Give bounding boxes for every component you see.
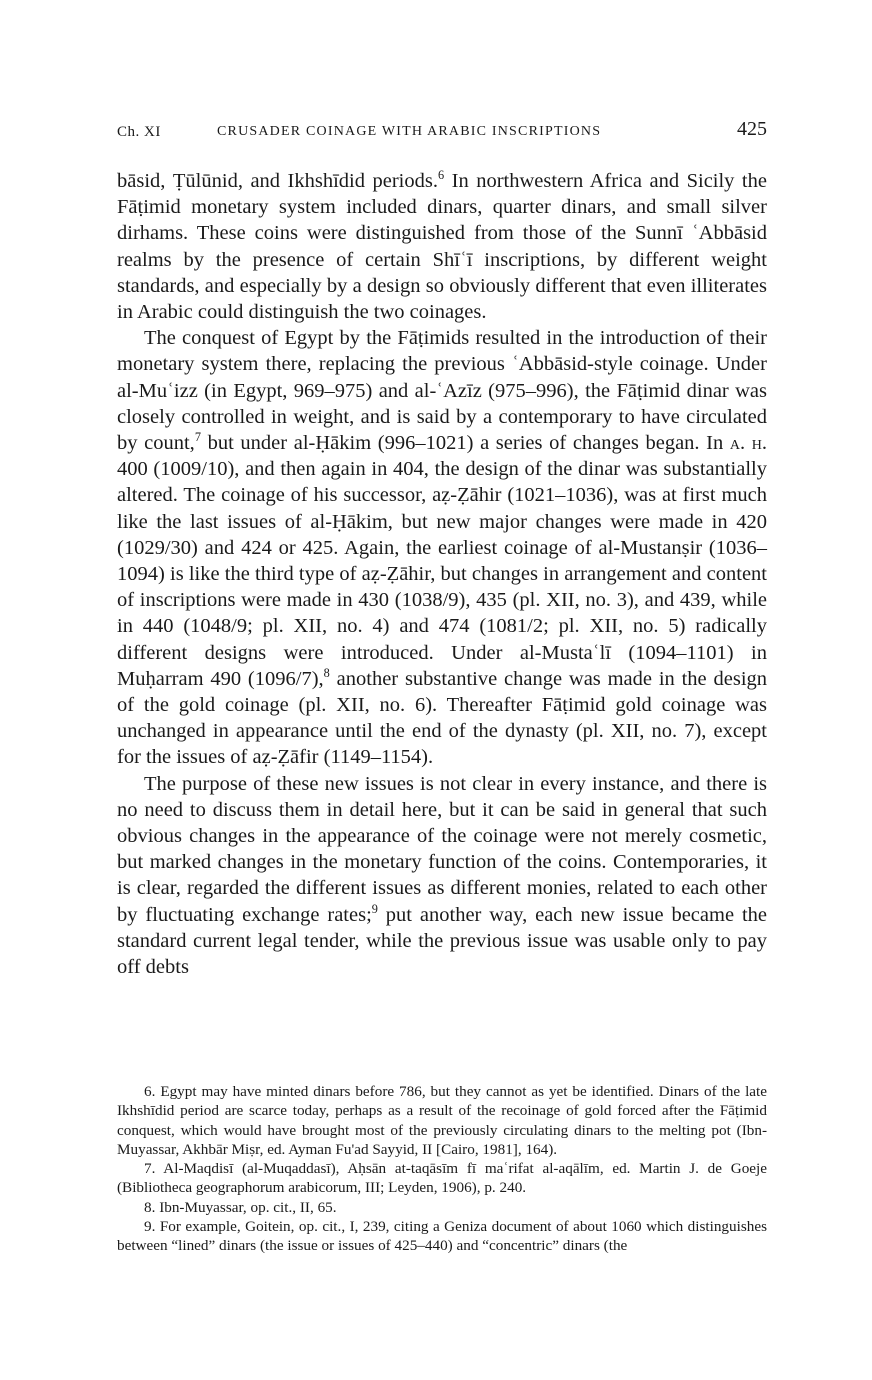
page-number: 425 bbox=[737, 118, 767, 140]
main-text bbox=[117, 168, 767, 980]
paragraph-1-text-b: In northwestern Africa and Sicily the Fāṭimid monetary system included dinars, quarter dinars, and small silver dirhams. These coins were distinguished from those of the Sunnī ʿAbbāsid realms by the presence of certain Shīʿī inscriptions, by different weight standards, and especially by a design so obviously different that even illiterates in Arabic could distinguish the two coinages. bbox=[117, 170, 767, 324]
paragraph-2-text-b: but under al-Ḥākim (996–1021) a series of changes began. In bbox=[200, 432, 730, 455]
footnote-7: 7. Al-Maqdisī (al-Muqaddasī), Aḥsān at-taqāsīm fī maʿrifat al-aqālīm, ed. Martin J. de Goeje (Bibliotheca geographorum arabicorum, III; Leyden, 1906), p. 240. bbox=[117, 1160, 767, 1197]
paragraph-2-text-d: another substantive change was made in the design of the gold coinage (pl. XII, no. 6). Thereafter Fāṭimid gold coinage was unchanged in appearance until the end of the dynasty (pl. XII, no. 7), except for the issues of aẓ-Ẓāfir (1149–1154). bbox=[117, 667, 768, 769]
footnotes bbox=[117, 1082, 767, 1256]
running-head bbox=[117, 118, 767, 148]
footnote-6: 6. Egypt may have minted dinars before 786, but they cannot as yet be identified. Dinars of the late Ikhshīdid period are scarce today, perhaps as a result of the recoinage of gold forced after the Fāṭimid conquest, which would have brought most of the previously circulating dinars to the melting pot (Ibn-Muyassar, Akhbār Miṣr, ed. Ayman Fu'ad Sayyid, II [Cairo, 1981], 164). bbox=[117, 1083, 767, 1158]
paragraph-2-text-a: The conquest of Egypt by the Fāṭimids resulted in the introduction of their monetary system there, replacing the previous ʿAbbāsid-style coinage. Under al-Muʿizz (in Egypt, 969–975) and al-ʿAzīz (975–996), the Fāṭimid dinar was closely controlled in weight, and is said by a contemporary to have circulated by count, bbox=[117, 327, 767, 455]
paragraph-2-text-c: 400 (1009/10), and then again in 404, the design of the dinar was substantially altered. The coinage of his successor, aẓ-Ẓāhir (1021–1036), was at first much like the last issues of al-Ḥākim, but new major changes were made in 420 (1029/30) and 424 or 425. Again, the earliest coinage of al-Mustanṣir (1036–1094) is like the third type of aẓ-Ẓāhir, but changes in arrangement and content of inscriptions were made in 430 (1038/9), 435 (pl. XII, no. 3), and 439, while in 440 (1048/9; pl. XII, no. 4) and 474 (1081/2; pl. XII, no. 5) radically different designs were introduced. Under al-Mustaʿlī (1094–1101) in Muḥarram 490 (1096/7), bbox=[117, 458, 767, 690]
anno-hegirae: a. h. bbox=[729, 432, 767, 455]
paragraph-1-text-a: bāsid, Ṭūlūnid, and Ikhshīdid periods. bbox=[117, 170, 438, 192]
footnote-9: 9. For example, Goitein, op. cit., I, 239, citing a Geniza document of about 1060 which distinguishes between “lined” dinars (the issue or issues of 425–440) and “concentric” dinars (the bbox=[117, 1218, 767, 1255]
paragraph-1 bbox=[117, 168, 767, 325]
footnote-ref-8: 8 bbox=[323, 666, 330, 681]
chapter-label: Ch. XI bbox=[117, 124, 161, 140]
footnote-8: 8. Ibn-Muyassar, op. cit., II, 65. bbox=[144, 1198, 337, 1216]
running-title: CRUSADER COINAGE WITH ARABIC INSCRIPTIONS bbox=[217, 124, 602, 139]
footnote-ref-9: 9 bbox=[371, 901, 378, 916]
footnote-ref-7: 7 bbox=[194, 430, 201, 445]
paragraph-2 bbox=[117, 325, 767, 770]
footnote-ref-6: 6 bbox=[437, 168, 445, 183]
paragraph-3-text-a: The purpose of these new issues is not clear in every instance, and there is no need to discuss them in detail here, but it can be said in general that such obvious changes in the appearance of the coinage were not merely cosmetic, but marked changes in the monetary function of the coins. Contemporaries, it is clear, regarded the different issues as different monies, related to each other by fluctuating exchange rates; bbox=[117, 772, 767, 926]
paragraph-3-text-b: put another way, each new issue became the standard current legal tender, while the previous issue was usable only to pay off debts bbox=[117, 903, 767, 979]
paragraph-3 bbox=[117, 771, 767, 981]
